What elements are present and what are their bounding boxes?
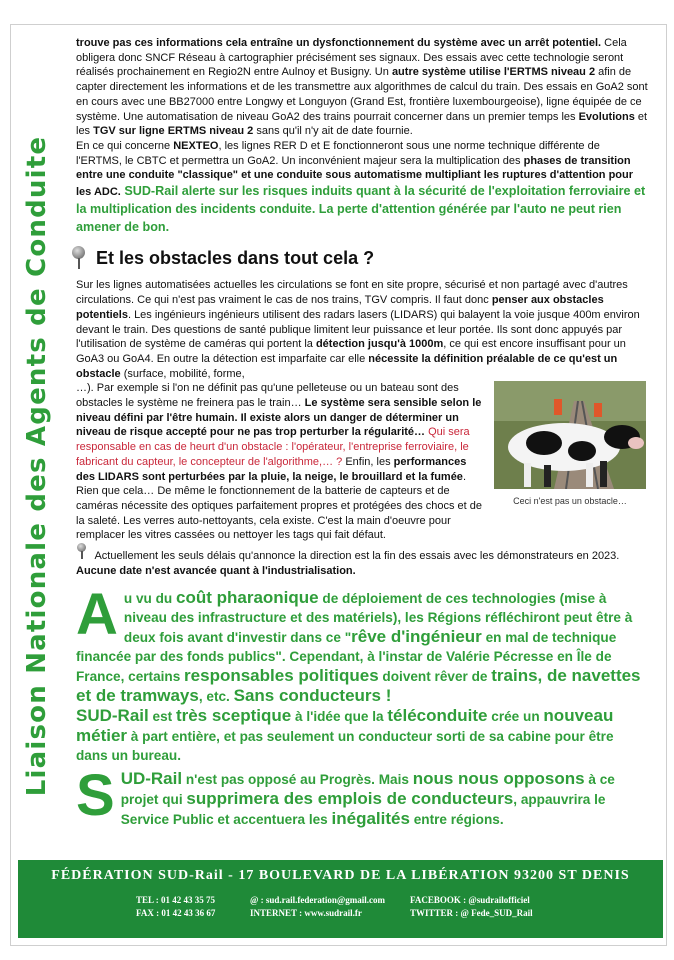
pushpin-icon [70, 246, 88, 270]
paragraph-conclusion [76, 763, 648, 829]
text: à part entière, et pas seulement un conducteur sorti de sa cabine pour être dans un bureau. [76, 729, 614, 764]
footer-social-block [410, 894, 533, 920]
sidebar-title: Liaison Nationale des Agents de Conduite [22, 135, 52, 797]
footer-twitter[interactable]: TWITTER : @ Fede_SUD_Rail [410, 908, 533, 918]
section-title: Et les obstacles dans tout cela ? [96, 248, 375, 269]
text: à l'idée que la [291, 709, 388, 725]
highlight-text: UD-Rail [120, 769, 183, 789]
text: Actuellement les seuls délais qu'annonce la direction est la fin des essais avec les démonstrateurs en 2023. [92, 550, 620, 563]
text: de déploiement de ces technologies (mise à niveau des infrastructure et des matériels), les Régions réfléchiront peut être à deux fois avant d'investir dans ce " [123, 591, 633, 646]
text-bold: NEXTEO [173, 139, 219, 152]
footer-banner [18, 860, 663, 938]
obstacle-block [76, 381, 648, 543]
footer-phone-block [136, 894, 215, 920]
text-bold: phases de transition entre une conduite "classique" et une conduite sous automatisme multipliant les ruptures d'attention pour les ADC. [76, 154, 634, 199]
paragraph-deadline [76, 543, 648, 578]
footer-fax: FAX : 01 42 43 36 67 [136, 908, 216, 918]
red-text: Qui sera responsable en cas de heurt d'un obstacle : l'opérateur, l'entreprise ferroviaire, le fabricant du capteur, le concepteur de l'algorithme,… ? [76, 426, 470, 468]
text: et les [76, 110, 648, 138]
footer-internet[interactable]: INTERNET : www.sudrail.fr [250, 908, 362, 918]
text: doivent rêver de [378, 669, 492, 685]
text: Cela obligera donc SNCF Réseau à cartographier précisément ses signaux. Des essais avec cette technologie seront réalisés prochainement en Regio2N entre Aulnoy et Busigny. Un [76, 37, 627, 79]
text: est [148, 709, 176, 725]
highlight-text: très sceptique [175, 706, 292, 726]
text: en mal de technique financée par des fonds publics". Cependant, à l'instar de Valérie Pécresse en Île de France, certains [76, 630, 617, 685]
text: , les lignes RER D et E fonctionneront sous une norme technique différente de l'ERTMS, le CBTC et permettra un GoA2. Un inconvénient majeur sera la multiplication des [76, 139, 600, 167]
text-bold: Le système sera sensible selon le niveau défini par l'être humain. Il existe alors un danger de déterminer un niveau de risque accepté pour ne pas trop perturber la régularité… [76, 397, 482, 439]
highlight-text: Sans conducteurs ! [233, 686, 392, 706]
highlight-text: coût pharaonique [176, 588, 319, 608]
text: afin de capter directement les informations et de les transmettre aux algorithmes de calcul du train. Des essais en GoA2 sont en cours avec une BB27000 entre Longwy et Longuyon (Grand Est, frontière luxembourgeoise), ligne équipée de ce système. Une automatisation de niveau GoA2 des trains pourrait concerner dans un premier temps les [76, 66, 648, 123]
footer-title: FÉDÉRATION SUD-Rail - 17 BOULEVARD DE LA LIBÉRATION 93200 ST DENIS [51, 868, 630, 883]
article-body [76, 36, 648, 829]
sidebar-banner [14, 86, 60, 846]
text: sans qu'il n'y ait de date fournie. [253, 125, 413, 138]
text-bold: Aucune date n'est avancée quant à l'industrialisation. [76, 564, 356, 577]
text: u vu du [123, 591, 176, 607]
footer-email[interactable]: @ : sud.rail.federation@gmail.com [250, 895, 385, 905]
text: Enfin, les [342, 455, 394, 468]
highlight-text: rêve d'ingénieur [351, 627, 482, 647]
text: . Rien que cela… De même le fonctionnement de la batterie de capteurs et de caméras nécessite des optiques parfaitement propres et protégées des chocs et de la saleté. Les verres auto-nettoyants, cela existe. C'est la main d'oeuvre pour remplacer les vitres cassées ou nettoyer les tags qui fait défaut. [76, 470, 483, 542]
highlight-text: téléconduite [387, 706, 488, 726]
cow-photo [494, 381, 646, 489]
text: crée un [487, 709, 544, 725]
paragraph-cost [76, 582, 648, 706]
footer-web-block [250, 894, 385, 920]
footer-facebook[interactable]: FACEBOOK : @sudrailofficiel [410, 895, 530, 905]
highlight-text: responsables politiques [184, 666, 379, 686]
highlight-text: SUD-Rail [76, 706, 149, 726]
text-bold: penser aux obstacles potentiels [76, 294, 604, 321]
text-bold: TGV sur ligne ERTMS niveau 2 [93, 125, 254, 138]
text-bold: Evolutions [578, 110, 635, 123]
highlight-text: inégalités [331, 809, 410, 829]
text: . Les ingénieurs ingénieurs utilisent des radars lasers (LIDARS) qui balayent la voie jusque 400m environ devant le train. Des questions de santé publique limitent leur puissance et leur portée. Ils sont donc appuyés par l'utilisation de système de caméras qui portent la [76, 308, 640, 351]
text-bold: autre système utilise l'ERTMS niveau 2 [391, 66, 596, 79]
paragraph-teleconduite [76, 706, 648, 765]
paragraph-ertms [76, 36, 648, 139]
text: à ce projet qui [120, 772, 615, 808]
paragraph-nexteo [76, 139, 648, 237]
dropcap: S [76, 763, 115, 829]
text-bold: détection jusqu'à 1000m [315, 338, 444, 351]
text: , etc. [198, 689, 234, 705]
pushpin-icon [76, 543, 88, 559]
footer-tel: TEL : 01 42 43 35 75 [136, 895, 216, 905]
text: …). Par exemple si l'on ne définit pas qu'une pelleteuse ou un bateau sont des obstacles le système ne freinera pas le train… [76, 382, 459, 410]
highlight-text: nouveau métier [76, 706, 614, 746]
section-heading [70, 246, 648, 270]
highlight-text: trains, de navettes et de tramways [76, 666, 641, 706]
text-bold: performances des LIDARS sont perturbées par la pluie, la neige, le brouillard et la fumée [76, 455, 467, 483]
text: entre régions. [409, 812, 504, 828]
paragraph-detection [76, 381, 486, 543]
highlight-text: supprimera des emplois de conducteurs [186, 789, 514, 809]
alert-text: SUD-Rail alerte sur les risques induits quant à la sécurité de l'exploitation ferroviaire et la multiplication des incidents conduite. La perte d'attention générée par l'auto ne peut rien amener de bon. [76, 184, 646, 234]
paragraph-obstacles [76, 278, 648, 381]
photo-caption: Ceci n'est pas un obstacle… [513, 496, 627, 507]
dropcap: A [76, 582, 118, 648]
text: (surface, mobilité, forme, [120, 367, 245, 380]
text: , ce qui est encore insuffisant pour un GoA3 ou GoA4. En outre la détection est imparfaite car elle [76, 338, 626, 365]
text: n'est pas opposé au Progrès. Mais [182, 772, 413, 788]
text: Sur les lignes automatisées actuelles les circulations se font en site propre, sécurisé et non partagé avec d'autres circulations. Ce qui n'est pas vraiment le cas de nos trains, TGV compris. Il faut donc [76, 279, 628, 307]
text: En ce qui concerne [76, 139, 174, 152]
text: trouve pas ces informations cela entraîne un dysfonctionnement du système avec un arrêt potentiel. [76, 37, 602, 49]
text: , appauvrira le Service Public et accentuera les [120, 792, 606, 828]
highlight-text: nous nous opposons [412, 769, 585, 789]
text-bold: nécessite la définition préalable de ce qu'est un obstacle [76, 352, 618, 380]
